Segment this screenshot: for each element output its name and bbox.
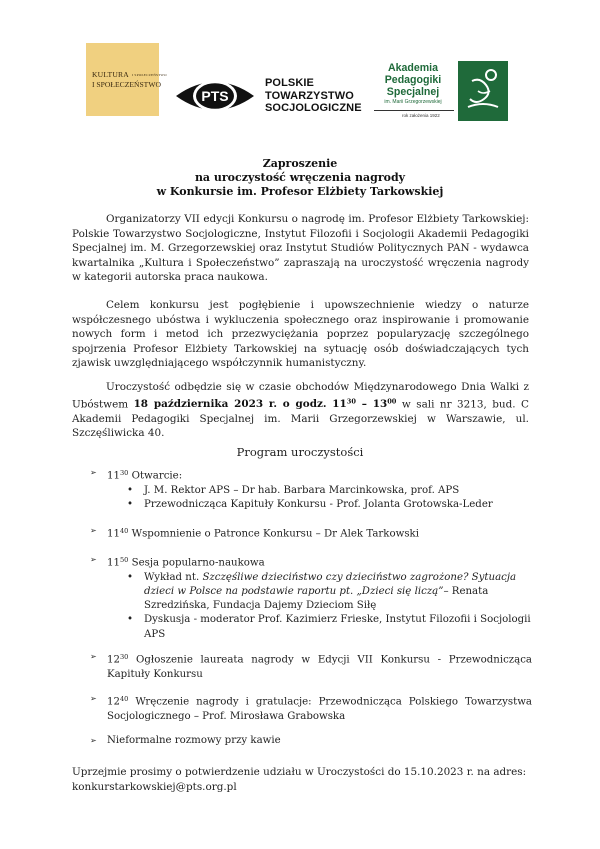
paragraph-goal: Celem konkursu jest pogłębienie i upowszechnienie wiedzy o naturze współczesnego ubóstwa i wykluczenia społecznego oraz inspirowanie i promowanie nowych form i metod ich przezwyciężania poprzez popularyzację szczególnego spojrzenia Profesor Elżbiety Tarkowskiej na sytuację osób doświadczających tych zjawisk uwzględniającego współczynnik humanistyczny.: [72, 299, 529, 370]
program-item-session: ➢ $11^{50}$ Sesja popularno-naukowa • Wykład nt. Szczęśliwe dzieciństwo czy dzieciństwo zagrożone? Sytuacja dzieci w Polsce na podstawie raportu pt. „Dzieci się liczą”– Renata Szredzińska, Fundacja Dajemy Dzieciom Siłę • Dyskusja - moderator Prof. Kazimierz Frieske, Instytut Filozofii i Socjologii APS: [72, 553, 532, 642]
arrow-bullet-icon: ➢: [90, 652, 97, 661]
program-item-award: ➢ $12^{40}$ Wręczenie nagrody i gratulacje: Przewodnicząca Polskiego Towarzystwa Socjologicznego – Prof. Mirosława Grabowska: [90, 694, 532, 722]
arrow-bullet-icon: ➢: [90, 736, 97, 745]
kultura-logo-line1: KULTURA I SPOŁECZEŃSTWO: [92, 70, 167, 80]
list-item: • J. M. Rektor APS – Dr hab. Barbara Marcinkowska, prof. APS: [127, 484, 532, 498]
pts-logo-text: POLSKIE TOWARZYSTWO SOCJOLOGICZNE: [265, 77, 362, 114]
arrow-bullet-icon: ➢: [90, 468, 97, 477]
list-item: • Przewodnicząca Kapituły Konkursu - Prof. Jolanta Grotowska-Leder: [127, 498, 532, 512]
program-item-memory: ➢ $11^{40}$ Wspomnienie o Patronce Konkursu – Dr Alek Tarkowski: [90, 526, 419, 540]
invitation-title: Zaproszenie na uroczystość wręczenia nagrody w Konkursie im. Profesor Elżbiety Tarkowskiej: [156, 157, 444, 198]
program-item-informal: ➢ Nieformalne rozmowy przy kawie: [72, 734, 532, 748]
program-heading: Program uroczystości: [236, 445, 364, 459]
aps-emblem-icon: [458, 61, 508, 121]
aps-logo-text: Akademia Pedagogiki Specjalnej im. Marii Grzegorzewskiej: [384, 62, 442, 105]
arrow-bullet-icon: ➢: [90, 694, 97, 703]
list-item: • Dyskusja - moderator Prof. Kazimierz Frieske, Instytut Filozofii i Socjologii APS: [127, 613, 532, 641]
program-item-announcement: ➢ $12^{30}$ Ogłoszenie laureata nagrody w Edycji VII Konkursu - Przewodnicząca Kapituły Konkursu: [90, 652, 532, 680]
kultura-logo-line2: I SPOŁECZEŃSTWO: [92, 79, 161, 89]
list-item: • Wykład nt. Szczęśliwe dzieciństwo czy dzieciństwo zagrożone? Sytuacja dzieci w Polsce na podstawie raportu pt. „Dzieci się liczą”– Renata Szredzińska, Fundacja Dajemy Dzieciom Siłę: [127, 571, 532, 614]
paragraph-organizers: Organizatorzy VII edycji Konkursu o nagrodę im. Profesor Elżbiety Tarkowskiej: Polskie Towarzystwo Socjologiczne, Instytut Filozofii i Socjologii Akademii Pedagogiki Specjalnej im. M. Grzegorzewskiej oraz Instytut Studiów Politycznych PAN - wydawca kwartalnika „Kultura i Społeczeństwo” zapraszają na uroczystość wręczenia nagrody w kategorii autorska praca naukowa.: [72, 213, 529, 284]
pts-logo-mark: PTS: [201, 88, 229, 104]
paragraph-event-details: Uroczystość odbędzie się w czasie obchodów Międzynarodowego Dnia Walki z Ubóstwem 18 października 2023 r. o godz. $11^{30} - 13^{00}$ w sali nr 3213, bud. C Akademii Pedagogiki Specjalnej im. Marii Grzegorzewskiej w Warszawie, ul. Szczęśliwicka 40.: [72, 381, 530, 440]
rsvp-footer: [72, 765, 532, 795]
aps-logo-year: rok założenia 1922: [402, 113, 440, 118]
pts-eye-logo-icon: [174, 74, 256, 118]
kultura-i-spoleczenstwo-logo: [86, 43, 167, 116]
rsvp-text: Uprzejmie prosimy o potwierdzenie udziału w Uroczystości do 15.10.2023 r. na adres:: [72, 766, 527, 778]
aps-logo-divider: [374, 110, 454, 111]
rsvp-email: konkurstarkowskiej@pts.org.pl: [72, 780, 237, 793]
program-item-opening: ➢ $11^{30}$ Otwarcie: • J. M. Rektor APS – Dr hab. Barbara Marcinkowska, prof. APS • Przewodnicząca Kapituły Konkursu - Prof. Jolanta Grotowska-Leder: [72, 466, 532, 512]
arrow-bullet-icon: ➢: [90, 555, 97, 564]
arrow-bullet-icon: ➢: [90, 526, 97, 535]
